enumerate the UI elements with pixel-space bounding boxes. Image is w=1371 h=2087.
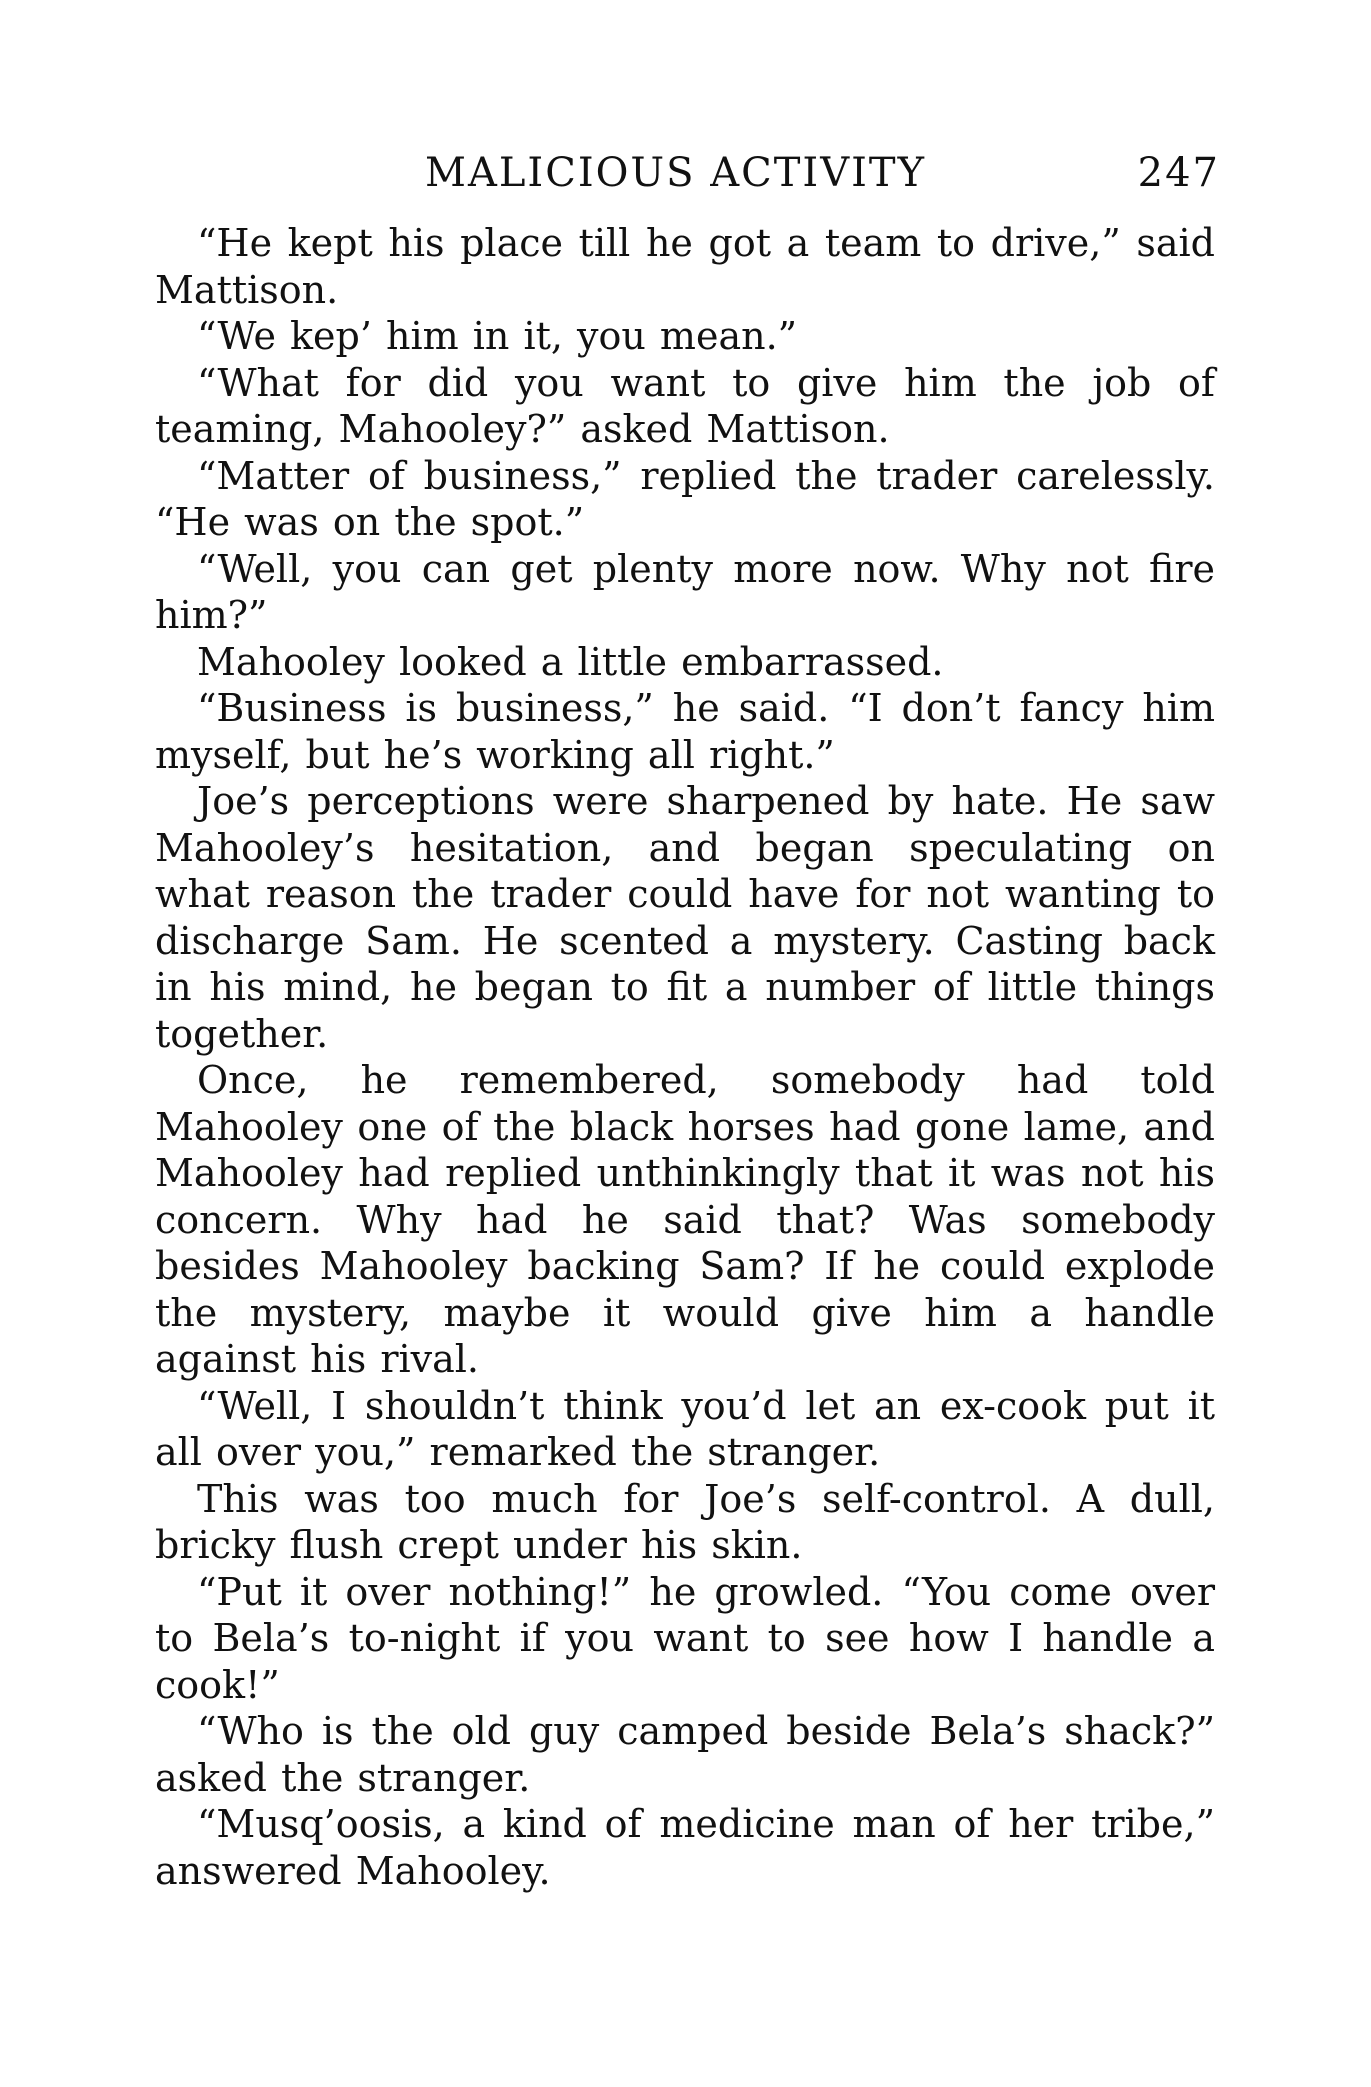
running-title: MALICIOUS ACTIVITY [425, 150, 926, 196]
page-number: 247 [1137, 150, 1220, 196]
paragraph: Mahooley looked a little embarrassed. [197, 639, 944, 684]
paragraph: “What for did you want to give him the job of teaming, Mahooley?” asked Mattison. [155, 360, 1215, 451]
paragraph: “Business is business,” he said. “I don’t fancy him myself, but he’s working all right.” [155, 686, 1215, 777]
paragraph: Joe’s perceptions were sharpened by hate. He saw Mahooley’s hesitation, and began speculating on what reason the trader could have for not wanting to discharge Sam. He scented a mystery. Casting back in his mind, he began to fit a number of little things together. [155, 779, 1215, 1056]
paragraph: “Matter of business,” replied the trader carelessly. “He was on the spot.” [155, 453, 1215, 544]
body-text [155, 220, 1215, 1894]
paragraph: “Who is the old guy camped beside Bela’s shack?” asked the stranger. [155, 1709, 1215, 1800]
paragraph: “Well, you can get plenty more now. Why not fire him?” [155, 546, 1215, 637]
paragraph: Once, he remembered, somebody had told Mahooley one of the black horses had gone lame, and Mahooley had replied unthinkingly that it was not his concern. Why had he said that? Was somebody besides Mahooley backing Sam? If he could explode the mystery, maybe it would give him a handle against his rival. [155, 1058, 1215, 1381]
paragraph: “We kep’ him in it, you mean.” [197, 314, 798, 358]
paragraph: “Musq’oosis, a kind of medicine man of her tribe,” answered Mahooley. [155, 1802, 1215, 1893]
running-head [155, 150, 1220, 220]
paragraph: “Put it over nothing!” he growled. “You come over to Bela’s to-night if you want to see how I handle a cook!” [155, 1569, 1215, 1707]
book-page [155, 150, 1220, 1894]
paragraph: “He kept his place till he got a team to drive,” said Mattison. [155, 221, 1215, 312]
paragraph: “Well, I shouldn’t think you’d let an ex-cook put it all over you,” remarked the stranger. [155, 1383, 1215, 1474]
paragraph: This was too much for Joe’s self-control. A dull, bricky flush crept under his skin. [155, 1476, 1215, 1567]
